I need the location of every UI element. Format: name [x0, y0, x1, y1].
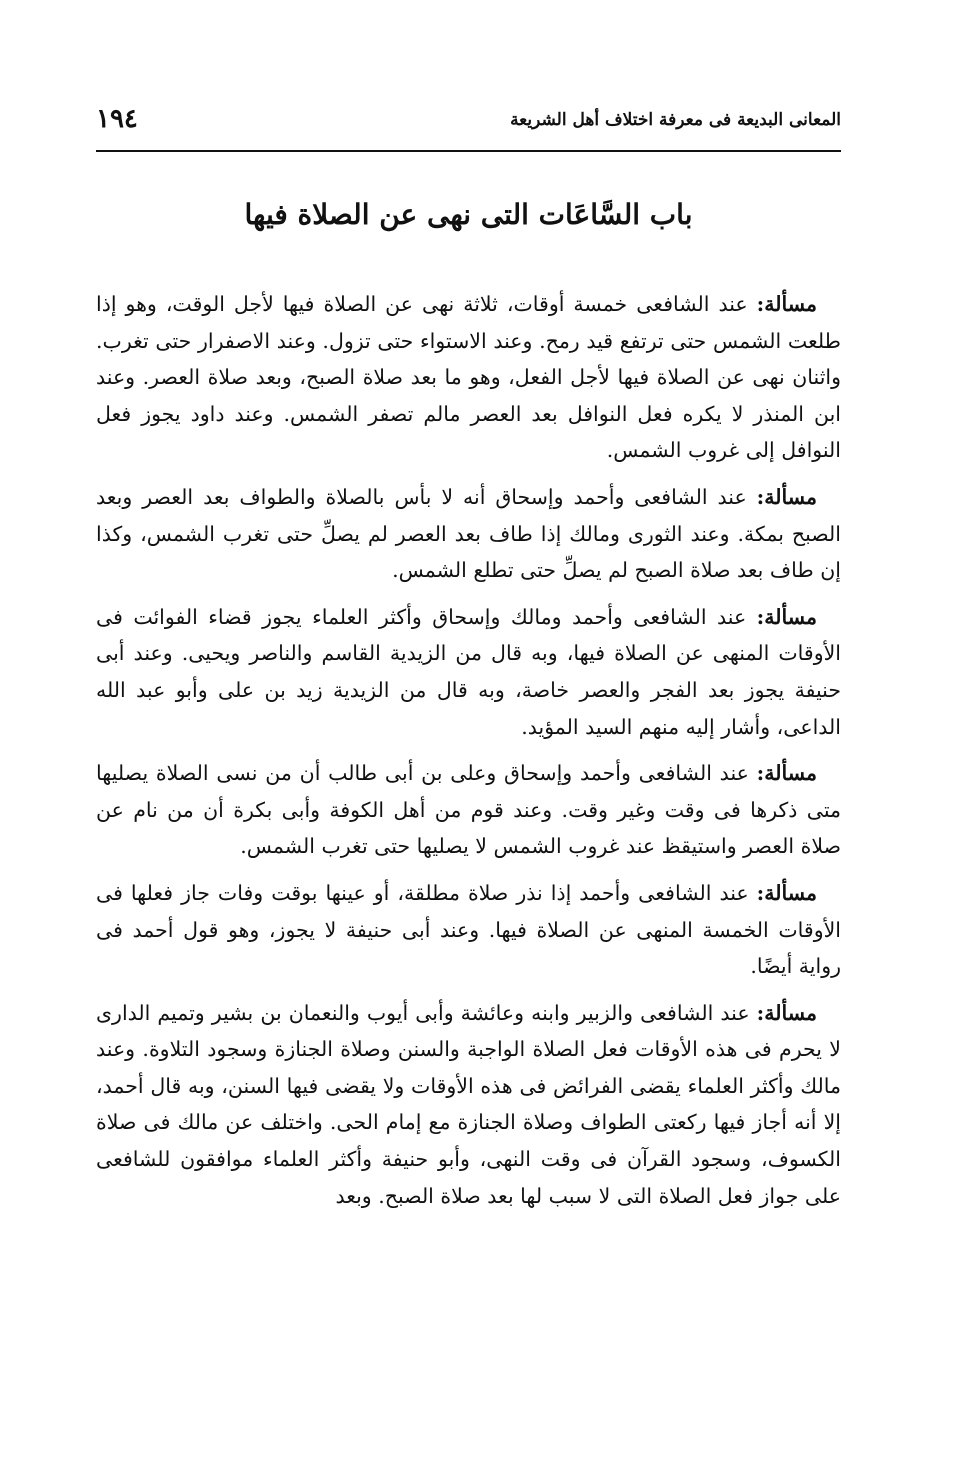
running-title: المعانى البديعة فى معرفة اختلاف أهل الشريعة: [510, 110, 841, 130]
paragraph: [96, 875, 841, 985]
paragraph: [96, 995, 841, 1215]
paragraph-text: عند الشافعى وأحمد وإسحاق أنه لا بأس بالصلاة والطواف بعد العصر وبعد الصبح بمكة. وعند الثورى ومالك إذا طاف بعد العصر لم يصلِّ حتى تغرب الشمس، وكذا إن طاف بعد صلاة الصبح لم يصلِّ حتى تطلع الشمس.: [96, 484, 841, 583]
paragraph: [96, 479, 841, 589]
running-header: [96, 104, 841, 144]
chapter-title: باب السَّاعَات التى نهى عن الصلاة فيها: [244, 198, 693, 231]
paragraph-label: مسألة:: [756, 761, 817, 786]
paragraph: [96, 755, 841, 865]
paragraph-label: مسألة:: [756, 1000, 817, 1025]
paragraph-label: مسألة:: [756, 604, 817, 629]
paragraph-text: عند الشافعى وأحمد ومالك وإسحاق وأكثر العلماء يجوز قضاء الفوائت فى الأوقات المنهى عن الصلاة فيها، وبه قال من الزيدية القاسم والناصر ويحيى. وعند أبى حنيفة يجوز بعد الفجر والعصر خاصة، وبه قال من الزيدية زيد بن على وأبو عبد الله الداعى، وأشار إليه منهم السيد المؤيد.: [96, 604, 841, 739]
header-rule: [96, 150, 841, 152]
paragraph-text: عند الشافعى والزبير وابنه وعائشة وأبى أيوب والنعمان بن بشير وتميم الدارى لا يحرم فى هذه الأوقات فعل الصلاة الواجبة والسنن وصلاة الجنازة وسجود التلاوة. وعند مالك وأكثر العلماء يقضى الفرائض فى هذه الأوقات ولا يقضى فيها السنن، وبه قال أحمد، إلا أنه أجاز فيها ركعتى الطواف وصلاة الجنازة مع إمام الحى. واختلف عن مالك فى صلاة الكسوف، وسجود القرآن فى وقت النهى، وأبو حنيفة وأكثر العلماء موافقون للشافعى على جواز فعل الصلاة التى لا سبب لها بعد صلاة الصبح. وبعد: [96, 1000, 841, 1208]
paragraph: [96, 286, 841, 469]
paragraph-text: عند الشافعى وأحمد إذا نذر صلاة مطلقة، أو عينها بوقت وفات جاز فعلها فى الأوقات الخمسة المنهى عن الصلاة فيها. وعند أبى حنيفة لا يجوز، وهو قول أحمد فى رواية أيضًا.: [96, 880, 841, 979]
paragraph-text: عند الشافعى خمسة أوقات، ثلاثة نهى عن الصلاة فيها لأجل الوقت، وهو إذا طلعت الشمس حتى ترتفع قيد رمح. وعند الاستواء حتى تزول. وعند الاصفرار حتى تغرب. واثنان نهى عن الصلاة فيها لأجل الفعل، وهو ما بعد صلاة الصبح، وبعد صلاة العصر. وعند ابن المنذر لا يكره فعل النوافل بعد العصر مالم تصفر الشمس. وعند داود يجوز فعل النوافل إلى غروب الشمس.: [96, 292, 841, 463]
paragraph: [96, 599, 841, 745]
paragraph-text: عند الشافعى وأحمد وإسحاق وعلى بن أبى طالب أن من نسى الصلاة يصليها متى ذكرها فى وقت وغير وقت. وعند قوم من أهل الكوفة وأبى بكرة أن من نام عن صلاة العصر واستيقظ عند غروب الشمس لا يصليها حتى تغرب الشمس.: [96, 761, 841, 859]
paragraph-label: مسألة:: [756, 484, 817, 509]
paragraph-label: مسألة:: [756, 880, 817, 905]
body-text: [96, 286, 841, 1356]
paragraph-label: مسألة:: [756, 292, 817, 316]
page-number: ١٩٤: [96, 104, 138, 134]
